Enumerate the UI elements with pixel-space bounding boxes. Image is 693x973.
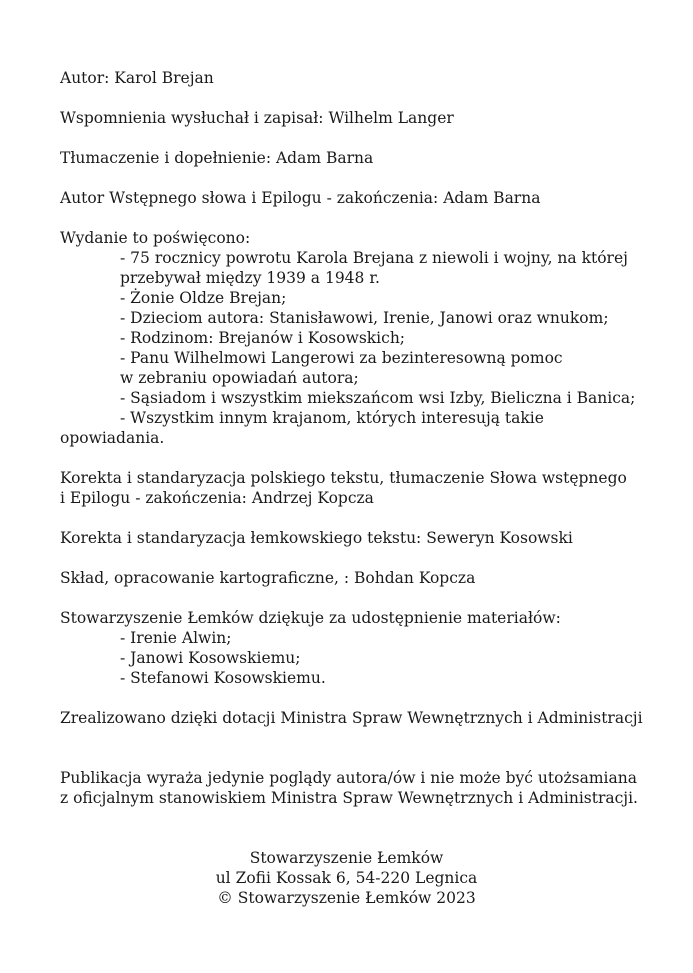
disclaimer-line: z oficjalnym stanowiskiem Ministra Spraw Wewnętrznych i Administracji. <box>60 789 638 807</box>
dedication-item: - Żonie Oldze Brejan; <box>120 289 287 307</box>
foreword-author-line: Autor Wstępnego słowa i Epilogu - zakończenia: Adam Barna <box>60 189 541 207</box>
publisher-name: Stowarzyszenie Łemków <box>249 849 444 867</box>
dedication-heading: Wydanie to poświęcono: <box>60 229 251 247</box>
polish-editing-line: Korekta i standaryzacja polskiego tekstu, tłumaczenie Słowa wstępnego <box>60 469 627 487</box>
dedication-item: - Sąsiadom i wszystkim miekszańcom wsi Izby, Bieliczna i Banica; <box>120 389 636 407</box>
funding-line: Zrealizowano dzięki dotacji Ministra Spraw Wewnętrznych i Administracji <box>60 709 643 727</box>
dedication-item: - Dzieciom autora: Stanisławowi, Irenie, Janowi oraz wnukom; <box>120 309 609 327</box>
dedication-item: - Panu Wilhelmowi Langerowi za bezinteresowną pomoc <box>120 349 563 367</box>
lemko-editing-line: Korekta i standaryzacja łemkowskiego tekstu: Seweryn Kosowski <box>60 529 573 547</box>
thanks-item: - Janowi Kosowskiemu; <box>120 649 301 667</box>
dedication-item: - Rodzinom: Brejanów i Kosowskich; <box>120 329 406 347</box>
author-line: Autor: Karol Brejan <box>60 69 214 87</box>
dedication-item: - Wszystkim innym krajanom, których interesują takie <box>120 409 544 427</box>
polish-editing-line: i Epilogu - zakończenia: Andrzej Kopcza <box>60 489 374 507</box>
disclaimer-line: Publikacja wyraża jedynie poglądy autora/ów i nie może być utożsamiana <box>60 769 637 787</box>
translation-line: Tłumaczenie i dopełnienie: Adam Barna <box>60 149 374 167</box>
publisher-address: ul Zofii Kossak 6, 54-220 Legnica <box>215 869 478 887</box>
dedication-last-line: opowiadania. <box>60 429 165 447</box>
dedication-item: w zebraniu opowiadań autora; <box>120 369 359 387</box>
dedication-item: przebywał między 1939 a 1948 r. <box>120 269 380 287</box>
dedication-item: - 75 rocznicy powrotu Karola Brejana z niewoli i wojny, na której <box>120 249 628 267</box>
recorded-by-line: Wspomnienia wysłuchał i zapisał: Wilhelm Langer <box>60 109 454 127</box>
thanks-item: - Stefanowi Kosowskiemu. <box>120 669 326 687</box>
layout-credit-line: Skład, opracowanie kartograficzne, : Bohdan Kopcza <box>60 569 476 587</box>
thanks-item: - Irenie Alwin; <box>120 629 232 647</box>
thanks-heading: Stowarzyszenie Łemków dziękuje za udostępnienie materiałów: <box>60 609 561 627</box>
copyright-line: © Stowarzyszenie Łemków 2023 <box>217 889 476 907</box>
